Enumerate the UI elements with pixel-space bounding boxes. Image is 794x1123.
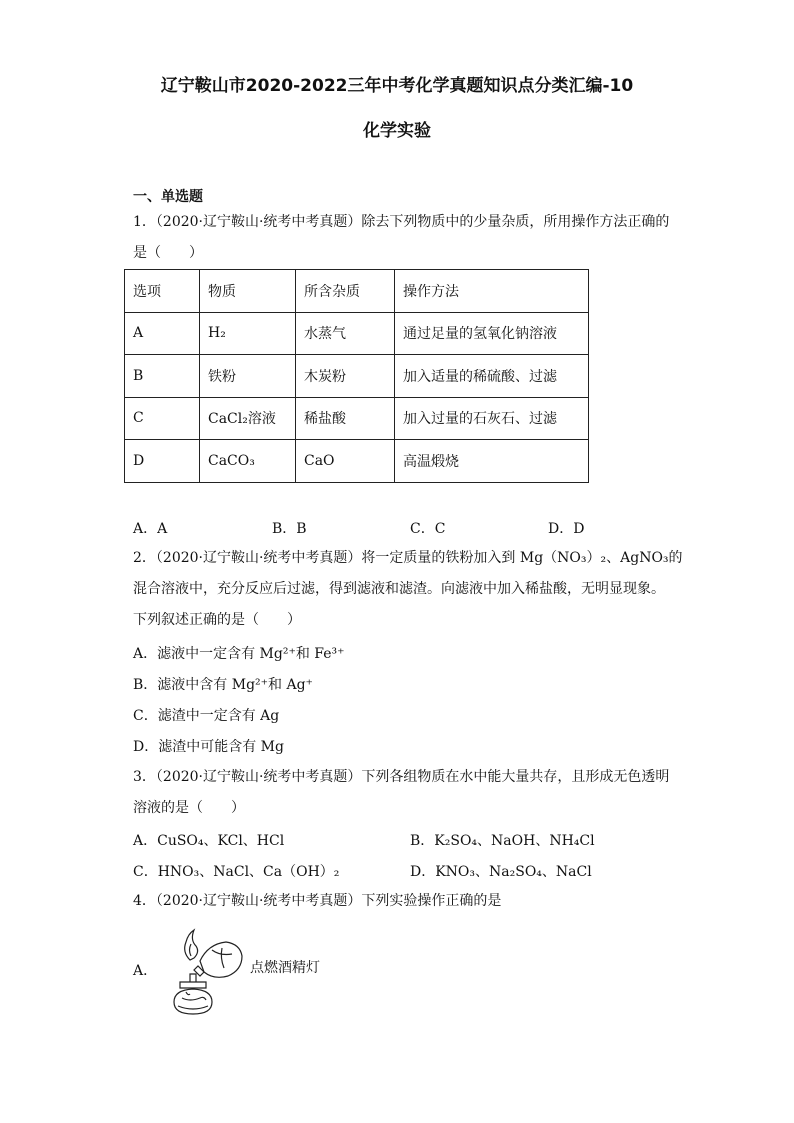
table-cell: CaCl₂溶液 bbox=[200, 397, 296, 440]
table-cell: B bbox=[125, 355, 200, 398]
document-title-line1: 辽宁鞍山市2020-2022三年中考化学真题知识点分类汇编-10 bbox=[160, 76, 634, 96]
table-cell: A bbox=[125, 312, 200, 355]
table-header-row bbox=[125, 270, 589, 313]
table-cell: 通过足量的氢氧化钠溶液 bbox=[395, 312, 589, 355]
q2-stem-line1: 2．（2020·辽宁鞍山·统考中考真题）将一定质量的铁粉加入到 Mg（NO₃）₂、AgNO₃的 bbox=[133, 550, 683, 566]
table-cell: H₂ bbox=[200, 312, 296, 355]
table-cell: 稀盐酸 bbox=[296, 397, 395, 440]
q4-stem-line1: 4．（2020·辽宁鞍山·统考中考真题）下列实验操作正确的是 bbox=[133, 893, 502, 909]
q2-stem-line2: 混合溶液中，充分反应后过滤，得到滤液和滤渣。向滤液中加入稀盐酸，无明显现象。 bbox=[133, 581, 665, 597]
q3-stem-line2: 溶液的是（ ） bbox=[133, 800, 245, 816]
q2-option-a: A．滤液中一定含有 Mg²⁺和 Fe³⁺ bbox=[133, 646, 345, 662]
q1-option-d: D．D bbox=[548, 521, 585, 537]
table-cell: CaO bbox=[296, 440, 395, 483]
q2-option-d: D．滤渣中可能含有 Mg bbox=[133, 739, 284, 755]
table-cell: 水蒸气 bbox=[296, 312, 395, 355]
table-row bbox=[125, 312, 589, 355]
table-cell: C bbox=[125, 397, 200, 440]
document-title-line2: 化学实验 bbox=[363, 121, 431, 141]
q3-option-b: B．K₂SO₄、NaOH、NH₄Cl bbox=[410, 833, 595, 849]
table-header-cell: 操作方法 bbox=[395, 270, 589, 313]
q3-option-d: D．KNO₃、Na₂SO₄、NaCl bbox=[410, 864, 592, 880]
q1-stem-line1: 1．（2020·辽宁鞍山·统考中考真题）除去下列物质中的少量杂质，所用操作方法正确的 bbox=[133, 214, 670, 230]
table-cell: 木炭粉 bbox=[296, 355, 395, 398]
q1-option-b: B．B bbox=[272, 521, 307, 537]
q3-option-c: C．HNO₃、NaCl、Ca（OH）₂ bbox=[133, 864, 340, 880]
q2-option-c: C．滤渣中一定含有 Ag bbox=[133, 708, 280, 724]
table-header-cell: 所含杂质 bbox=[296, 270, 395, 313]
q4-option-a-caption: 点燃酒精灯 bbox=[250, 960, 320, 976]
table-row bbox=[125, 397, 589, 440]
table-row bbox=[125, 440, 589, 483]
table-cell: CaCO₃ bbox=[200, 440, 296, 483]
table-cell: 铁粉 bbox=[200, 355, 296, 398]
q1-stem-line2: 是（ ） bbox=[133, 245, 203, 261]
q1-option-c: C．C bbox=[410, 521, 446, 537]
q3-stem-line1: 3．（2020·辽宁鞍山·统考中考真题）下列各组物质在水中能大量共存，且形成无色透明 bbox=[133, 769, 670, 785]
table-header-cell: 选项 bbox=[125, 270, 200, 313]
table-row bbox=[125, 355, 589, 398]
section-heading: 一、单选题 bbox=[133, 189, 203, 205]
table-cell: 加入适量的稀硫酸、过滤 bbox=[395, 355, 589, 398]
q1-option-a: A．A bbox=[133, 521, 168, 537]
q2-stem-line3: 下列叙述正确的是（ ） bbox=[133, 612, 301, 628]
q2-option-b: B．滤液中含有 Mg²⁺和 Ag⁺ bbox=[133, 677, 313, 693]
table-cell: 高温煅烧 bbox=[395, 440, 589, 483]
q4-option-a-letter: A． bbox=[133, 963, 158, 979]
table-cell: 加入过量的石灰石、过滤 bbox=[395, 397, 589, 440]
q3-option-a: A．CuSO₄、KCl、HCl bbox=[133, 833, 285, 849]
alcohol-lamp-illustration bbox=[160, 926, 250, 1018]
table-cell: D bbox=[125, 440, 200, 483]
q1-table bbox=[124, 269, 589, 483]
table-header-cell: 物质 bbox=[200, 270, 296, 313]
